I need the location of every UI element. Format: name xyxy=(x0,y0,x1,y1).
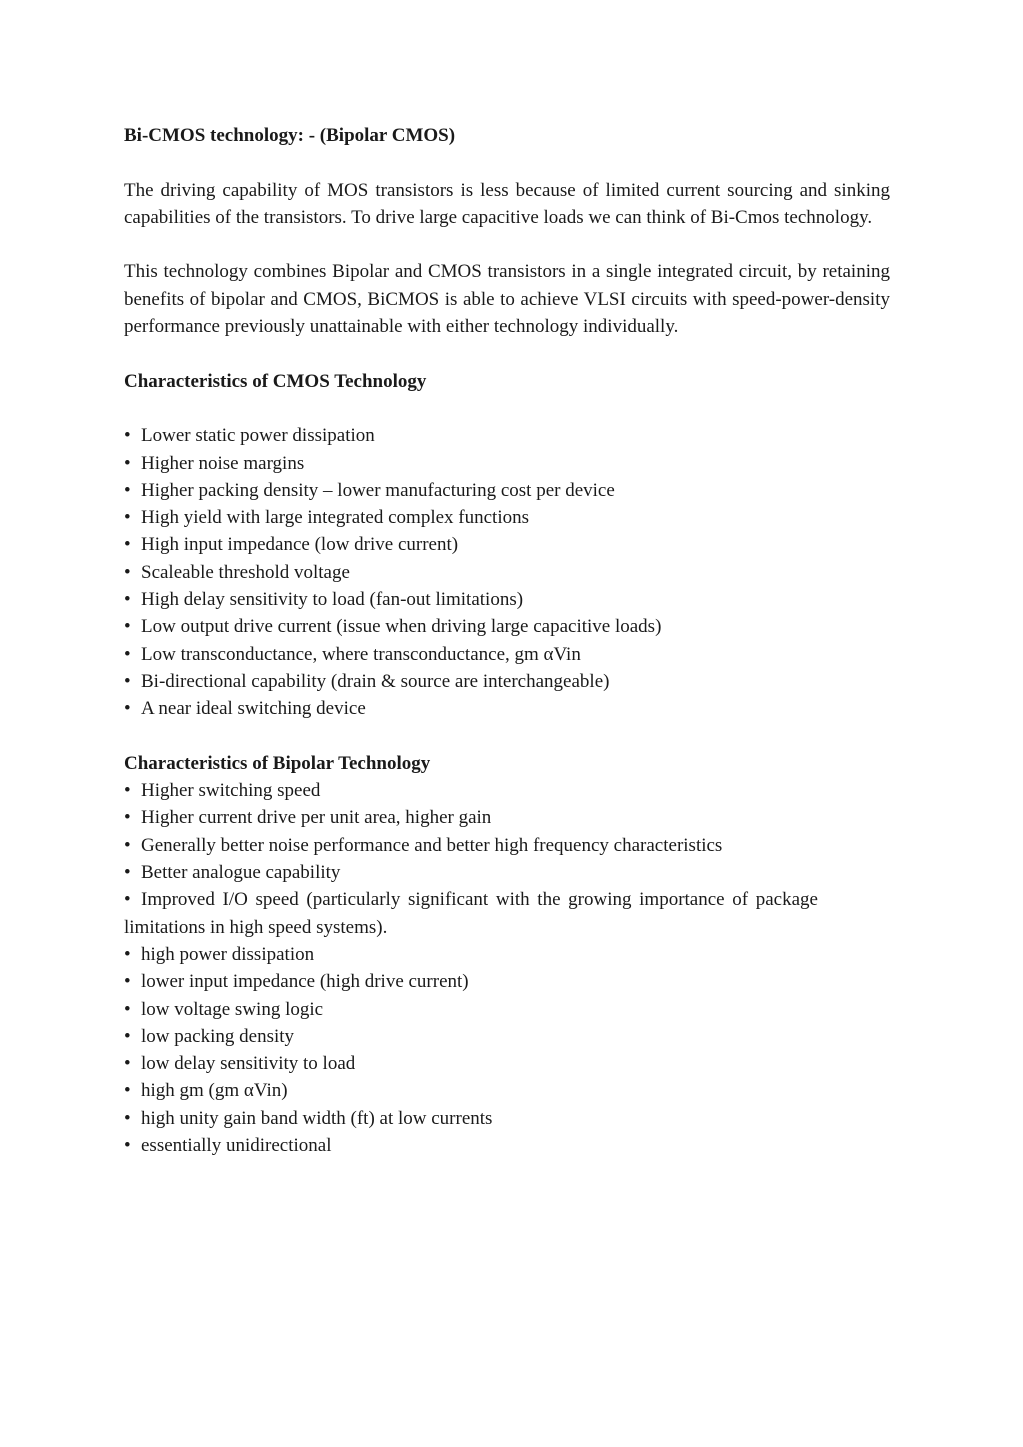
list-item-text: Generally better noise performance and better high frequency characteristics xyxy=(141,834,723,856)
list-item xyxy=(124,804,890,831)
list-item xyxy=(124,450,890,477)
bullet-icon: • xyxy=(124,589,131,611)
bullet-icon: • xyxy=(124,698,131,720)
list-item xyxy=(124,586,890,613)
document-title: Bi-CMOS technology: - (Bipolar CMOS) xyxy=(124,125,456,146)
spacer xyxy=(124,395,890,422)
bullet-icon: • xyxy=(124,670,131,692)
bullet-icon: • xyxy=(124,1025,131,1047)
list-item-text: Lower static power dissipation xyxy=(141,425,375,447)
list-item xyxy=(124,668,890,695)
bullet-icon: • xyxy=(124,780,131,802)
list-item xyxy=(124,504,890,531)
spacer xyxy=(124,340,890,367)
list-item xyxy=(124,832,890,859)
list-item xyxy=(124,777,890,804)
list-item-text: Better analogue capability xyxy=(141,862,341,884)
spacer xyxy=(124,231,890,258)
list-item-text: High input impedance (low drive current) xyxy=(141,534,459,556)
bipolar-characteristics-list xyxy=(124,777,890,1159)
bullet-icon: • xyxy=(124,643,131,665)
list-item-text: low delay sensitivity to load xyxy=(141,1053,356,1075)
bullet-icon: • xyxy=(124,534,131,556)
list-item xyxy=(124,559,890,586)
cmos-heading: Characteristics of CMOS Technology xyxy=(124,370,427,392)
list-item-text: Low output drive current (issue when driving large capacitive loads) xyxy=(141,616,662,638)
bullet-icon: • xyxy=(124,425,131,447)
bullet-icon: • xyxy=(124,561,131,583)
list-item xyxy=(124,477,890,504)
bullet-icon: • xyxy=(124,1134,131,1156)
bullet-icon: • xyxy=(124,807,131,829)
list-item-text: lower input impedance (high drive current) xyxy=(141,971,469,993)
list-item-text: Low transconductance, where transconductance, gm αVin xyxy=(141,643,581,665)
list-item-text: Higher packing density – lower manufacturing cost per device xyxy=(141,479,615,501)
bullet-icon: • xyxy=(124,616,131,638)
list-item-text: high unity gain band width (ft) at low currents xyxy=(141,1107,493,1129)
spacer xyxy=(124,723,890,750)
list-item xyxy=(124,695,890,722)
list-item-text: High delay sensitivity to load (fan-out limitations) xyxy=(141,589,524,611)
bullet-icon: • xyxy=(124,452,131,474)
list-item xyxy=(124,1105,890,1132)
list-item xyxy=(124,641,890,668)
intro-paragraph: The driving capability of MOS transistors is less because of limited current sourcing and sinking capabilities of the transistors. To drive large capacitive loads we can think of Bi-Cmos technology. xyxy=(124,179,890,228)
bullet-icon: • xyxy=(124,479,131,501)
list-item-text: High yield with large integrated complex functions xyxy=(141,507,529,529)
bullet-icon: • xyxy=(124,943,131,965)
list-item xyxy=(124,1023,890,1050)
list-item-text: essentially unidirectional xyxy=(141,1134,332,1156)
bipolar-heading: Characteristics of Bipolar Technology xyxy=(124,752,431,774)
list-item-text: Scaleable threshold voltage xyxy=(141,561,350,583)
bullet-icon: • xyxy=(124,998,131,1020)
list-item-text: low voltage swing logic xyxy=(141,998,324,1020)
bullet-icon: • xyxy=(124,1080,131,1102)
list-item-text: Higher noise margins xyxy=(141,452,305,474)
list-item xyxy=(124,941,890,968)
bullet-icon: • xyxy=(124,1107,131,1129)
list-item xyxy=(124,859,890,886)
bullet-icon: • xyxy=(124,1053,131,1075)
spacer xyxy=(124,149,890,176)
list-item xyxy=(124,422,890,449)
list-item xyxy=(124,1132,890,1159)
bullet-icon: • xyxy=(124,834,131,856)
list-item xyxy=(124,1077,890,1104)
list-item-text: A near ideal switching device xyxy=(141,698,366,720)
list-item-text: Higher current drive per unit area, higher gain xyxy=(141,807,492,829)
list-item xyxy=(124,996,890,1023)
list-item-text: Improved I/O speed (particularly significant with the growing importance of package limitations in high speed systems). xyxy=(124,889,818,938)
intro-paragraph: This technology combines Bipolar and CMOS transistors in a single integrated circuit, by retaining benefits of bipolar and CMOS, BiCMOS is able to achieve VLSI circuits with speed-power-density performance previously unattainable with either technology individually. xyxy=(124,261,890,338)
list-item xyxy=(124,886,818,941)
list-item xyxy=(124,531,890,558)
cmos-characteristics-list xyxy=(124,422,890,722)
bullet-icon: • xyxy=(124,507,131,529)
list-item xyxy=(124,613,890,640)
document-page xyxy=(124,122,890,1159)
list-item-text: high gm (gm αVin) xyxy=(141,1080,288,1102)
list-item-text: Bi-directional capability (drain & source are interchangeable) xyxy=(141,670,610,692)
list-item-text: Higher switching speed xyxy=(141,780,321,802)
list-item-text: high power dissipation xyxy=(141,943,315,965)
list-item xyxy=(124,968,890,995)
list-item-text: low packing density xyxy=(141,1025,295,1047)
bullet-icon: • xyxy=(124,889,131,911)
list-item xyxy=(124,1050,890,1077)
bullet-icon: • xyxy=(124,862,131,884)
bullet-icon: • xyxy=(124,971,131,993)
